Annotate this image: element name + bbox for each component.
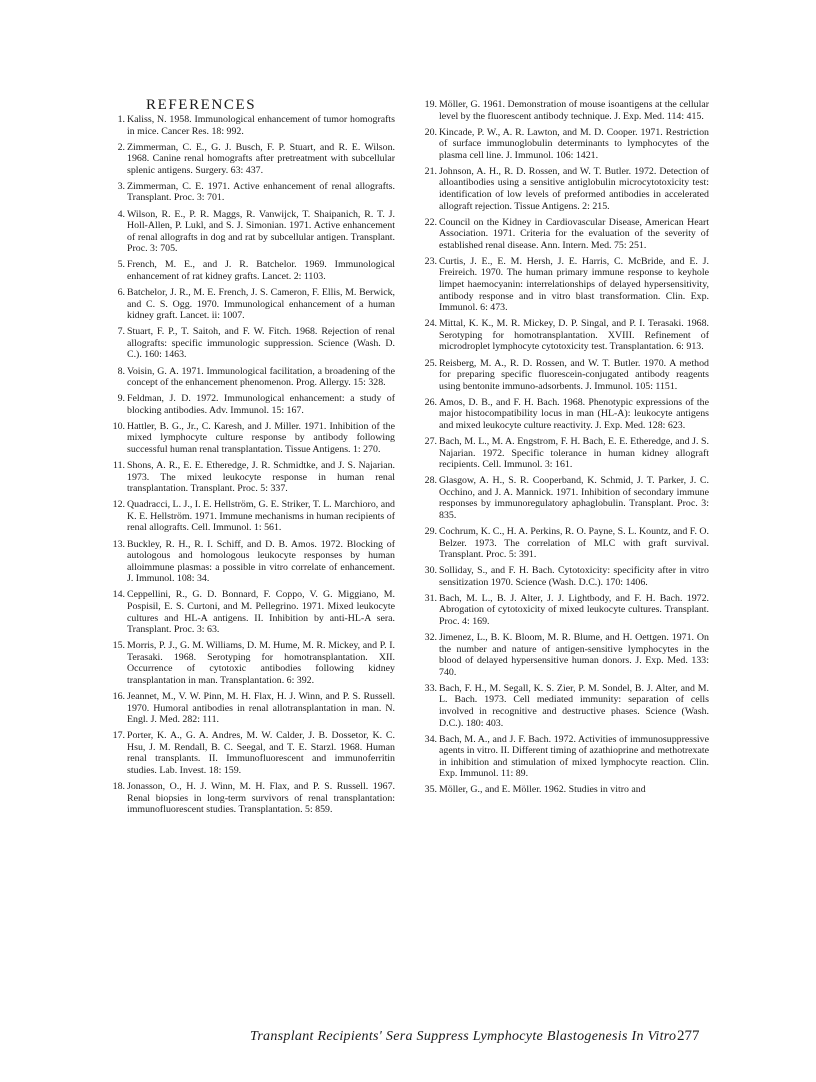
reference-number: 25. (424, 357, 437, 369)
reference-entry (113, 589, 395, 635)
reference-number: 30. (424, 565, 437, 577)
reference-number: 9. (117, 393, 125, 405)
reference-text: Bach, F. H., M. Segall, K. S. Zier, P. M. Sondel, B. J. Alter, and M. L. Bach. 1973. Cell mediated immunity: separation of cells involved in recognitive and destructive phases. Science (Wash. D.C.). 180: 403. (439, 682, 709, 729)
reference-entry (425, 734, 709, 780)
reference-number: 35. (424, 784, 437, 796)
references-heading: REFERENCES (146, 97, 257, 113)
reference-entry (425, 683, 709, 729)
reference-entry (425, 99, 709, 122)
reference-text: Jeannet, M., V. W. Pinn, M. H. Flax, H. J. Winn, and P. S. Russell. 1970. Humoral antibodies in renal allotransplantation in man. N. Engl. J. Med. 282: 111. (127, 690, 395, 726)
reference-number: 4. (117, 208, 125, 220)
reference-number: 10. (112, 420, 125, 432)
reference-entry (425, 565, 709, 588)
reference-text: Quadracci, L. J., I. E. Hellström, G. E. Striker, T. L. Marchioro, and K. E. Hellström. 1971. Immune mechanisms in human recipients of renal allografts. Cell. Immunol. 1: 561. (127, 499, 395, 534)
reference-text: Jimenez, L., B. K. Bloom, M. R. Blume, and H. Oettgen. 1971. On the number and nature of antigen-sensitive lymphocytes in the blood of delayed hypersensitive human donors. J. Exp. Med. 133: 740. (439, 632, 709, 678)
reference-entry (113, 326, 395, 361)
reference-text: Porter, K. A., G. A. Andres, M. W. Calder, J. B. Dossetor, K. C. Hsu, J. M. Rendall, B. C. Seegal, and T. E. Starzl. 1968. Human renal transplants. II. Immunofluorescent and immunoferritin studies. Lab. Invest. 18: 159. (127, 730, 395, 776)
reference-number: 20. (424, 126, 437, 138)
reference-number: 26. (424, 396, 437, 408)
reference-entry (113, 366, 395, 389)
reference-entry (113, 730, 395, 776)
reference-entry (425, 784, 709, 796)
reference-number: 16. (112, 690, 125, 702)
reference-entry (113, 259, 395, 282)
reference-number: 7. (117, 326, 125, 338)
reference-text: Batchelor, J. R., M. E. French, J. S. Cameron, F. Ellis, M. Berwick, and C. S. Ogg. 1970. Immunological enhancement of a human kidney graft. Lancet. ii: 1007. (127, 287, 395, 322)
reference-number: 23. (424, 255, 437, 267)
reference-entry (425, 318, 709, 353)
reference-text: Amos, D. B., and F. H. Bach. 1968. Phenotypic expressions of the major histocompatibility locus in man (HL-A): leukocyte antigens and mixed leukocyte culture reactivity. J. Exp. Med. 128: 623. (439, 396, 709, 431)
reference-text: Johnson, A. H., R. D. Rossen, and W. T. Butler. 1972. Detection of alloantibodies using a sensitive antiglobulin microcytotoxicity test: identification of low levels of preformed antibodies in accelerated allograft rejection. Tissue Antigens. 2: 215. (439, 165, 709, 212)
page-number: 277 (677, 1028, 700, 1044)
reference-text: Cochrum, K. C., H. A. Perkins, R. O. Payne, S. L. Kountz, and F. O. Belzer. 1973. The correlation of MLC with graft survival. Transplant. Proc. 5: 391. (439, 525, 709, 561)
reference-text: Glasgow, A. H., S. R. Cooperband, K. Schmid, J. T. Parker, J. C. Occhino, and J. A. Mannick. 1971. Inhibition of secondary immune responses by immunoregulatory aphaglobulin. Transplant. Proc. 3: 835. (439, 475, 709, 521)
reference-number: 19. (424, 99, 437, 110)
reference-entry (113, 181, 395, 204)
reference-number: 13. (112, 538, 125, 550)
reference-text: Shons, A. R., E. E. Etheredge, J. R. Schmidtke, and J. S. Najarian. 1973. The mixed leukocyte response in human renal transplantation. Transplant. Proc. 5: 337. (127, 460, 395, 495)
reference-text: Feldman, J. D. 1972. Immunological enhancement: a study of blocking antibodies. Adv. Immunol. 15: 167. (127, 393, 395, 416)
reference-entry (113, 142, 395, 177)
reference-number: 14. (112, 589, 125, 601)
reference-number: 22. (424, 216, 437, 228)
reference-entry (113, 114, 395, 137)
reference-number: 3. (117, 180, 125, 192)
reference-number: 24. (424, 318, 437, 330)
reference-text: Möller, G. 1961. Demonstration of mouse isoantigens at the cellular level by the fluorescent antibody technique. J. Exp. Med. 114: 415. (439, 99, 709, 122)
reference-number: 5. (117, 259, 125, 271)
reference-text: Solliday, S., and F. H. Bach. Cytotoxicity: specificity after in vitro sensitization 1970. Science (Wash. D.C.). 170: 1406. (439, 565, 709, 588)
reference-text: Mittal, K. K., M. R. Mickey, D. P. Singal, and P. I. Terasaki. 1968. Serotyping for homotransplantation. XVIII. Refinement of microdroplet lymphocyte cytotoxicity test. Transplantation. 6: 913. (439, 318, 709, 353)
reference-entry (113, 539, 395, 585)
reference-entry (425, 256, 709, 314)
reference-entry (113, 287, 395, 322)
reference-text: Bach, M. L., M. A. Engstrom, F. H. Bach, E. E. Etheredge, and J. S. Najarian. 1972. Specific tolerance in human kidney allograft recipients. Cell. Immunol. 3: 161. (439, 435, 709, 471)
reference-number: 15. (112, 640, 125, 652)
reference-entry (425, 166, 709, 212)
reference-text: Voisin, G. A. 1971. Immunological facilitation, a broadening of the concept of the enhancement phenomenon. Prog. Allergy. 15: 328. (127, 365, 395, 389)
right-column (425, 99, 709, 801)
reference-text: Bach, M. L., B. J. Alter, J. J. Lightbody, and F. H. Bach. 1972. Abrogation of cytotoxicity of mixed leukocyte cultures. Transplant. Proc. 4: 169. (439, 592, 709, 627)
reference-number: 17. (112, 730, 125, 742)
reference-text: French, M. E., and J. R. Batchelor. 1969. Immunological enhancement of rat kidney grafts. Lancet. 2: 1103. (127, 259, 395, 282)
reference-entry (113, 421, 395, 456)
reference-entry (425, 593, 709, 628)
reference-text: Kaliss, N. 1958. Immunological enhancement of tumor homografts in mice. Cancer Res. 18: 992. (127, 114, 395, 137)
reference-number: 33. (424, 682, 437, 694)
reference-number: 21. (424, 165, 437, 177)
reference-entry (113, 499, 395, 534)
reference-text: Kincade, P. W., A. R. Lawton, and M. D. Cooper. 1971. Restriction of surface immunoglobulin determinants to lymphocytes of the plasma cell line. J. Immunol. 106: 1421. (439, 126, 709, 161)
reference-number: 28. (424, 475, 437, 487)
reference-text: Bach, M. A., and J. F. Bach. 1972. Activities of immunosuppressive agents in vitro. II. Different timing of azathioprine and methotrexate in inhibition and stimulation of mixed lymphocyte reaction. Clin. Exp. Immunol. 11: 89. (439, 733, 709, 780)
reference-text: Reisberg, M. A., R. D. Rossen, and W. T. Butler. 1970. A method for preparing specific fluorescein-conjugated antibody reagents using bentonite immuno-adsorbents. J. Immunol. 105: 1151. (439, 357, 709, 392)
reference-number: 29. (424, 525, 437, 537)
reference-entry (425, 436, 709, 471)
reference-entry (425, 358, 709, 393)
reference-text: Zimmerman, C. E., G. J. Busch, F. P. Stuart, and R. E. Wilson. 1968. Canine renal homografts after pretreatment with subcellular splenic antigens. Surgery. 63: 437. (127, 141, 395, 176)
reference-number: 27. (424, 435, 437, 447)
reference-entry (113, 393, 395, 416)
reference-text: Curtis, J. E., E. M. Hersh, J. E. Harris, C. McBride, and E. J. Freireich. 1970. The human primary immune response to keyhole limpet haemocyanin: interrelationships of delayed hypersensitivity, antibody response and in vitro blast transformation. Clin. Exp. Immunol. 6: 473. (439, 255, 709, 314)
reference-text: Hattler, B. G., Jr., C. Karesh, and J. Miller. 1971. Inhibition of the mixed lymphocyte culture response by antibody following successful human renal transplantation. Tissue Antigens. 1: 270. (127, 420, 395, 456)
reference-text: Zimmerman, C. E. 1971. Active enhancement of renal allografts. Transplant. Proc. 3: 701. (127, 180, 395, 204)
reference-text: Ceppellini, R., G. D. Bonnard, F. Coppo, V. G. Miggiano, M. Pospisil, E. S. Curtoni, and M. Pellegrino. 1971. Mixed leukocyte cultures and HL-A antigens. II. Inhibition by anti-HL-A sera. Transplant. Proc. 3: 63. (127, 589, 395, 636)
reference-text: Morris, P. J., G. M. Williams, D. M. Hume, M. R. Mickey, and P. I. Terasaki. 1968. Serotyping for homotransplantation. XII. Occurrence of cytotoxic antibodies following kidney transplantation in man. Transplantation. 6: 392. (127, 640, 395, 686)
reference-entry (425, 217, 709, 252)
reference-entry (113, 460, 395, 495)
reference-entry (425, 632, 709, 678)
reference-number: 2. (117, 141, 125, 153)
reference-entry (425, 127, 709, 162)
reference-entry (425, 475, 709, 521)
reference-text: Wilson, R. E., P. R. Maggs, R. Vanwijck, T. Shaipanich, R. T. J. Holl-Allen, P. Lukl, and S. J. Simonian. 1971. Active enhancement of renal allografts in dog and rat by subcellular antigen. Transplant. Proc. 3: 705. (127, 208, 395, 255)
reference-text: Jonasson, O., H. J. Winn, M. H. Flax, and P. S. Russell. 1967. Renal biopsies in long-term survivors of renal transplantation: immunofluorescent studies. Transplantation. 5: 859. (127, 780, 395, 816)
reference-entry (113, 691, 395, 726)
reference-text: Buckley, R. H., R. I. Schiff, and D. B. Amos. 1972. Blocking of autologous and homologous leukocyte responses by human alloimmune plasmas: a possible in vitro correlate of enhancement. J. Immunol. 108: 34. (127, 538, 395, 585)
reference-number: 34. (424, 733, 437, 745)
reference-number: 11. (113, 460, 125, 472)
reference-number: 8. (117, 365, 125, 377)
reference-text: Stuart, F. P., T. Saitoh, and F. W. Fitch. 1968. Rejection of renal allografts: specific immunologic suppression. Science (Wash. D. C.). 160: 1463. (127, 326, 395, 361)
left-column (113, 114, 395, 820)
reference-entry (113, 781, 395, 816)
reference-number: 12. (112, 499, 125, 511)
reference-number: 18. (112, 780, 125, 792)
reference-number: 6. (117, 287, 125, 299)
reference-entry (113, 209, 395, 255)
reference-entry (113, 640, 395, 686)
reference-entry (425, 397, 709, 432)
reference-number: 31. (424, 592, 437, 604)
reference-text: Möller, G., and E. Möller. 1962. Studies in vitro and (439, 784, 646, 796)
running-footer-title: Transplant Recipients' Sera Suppress Lymphocyte Blastogenesis In Vitro (250, 1029, 677, 1044)
reference-number: 1. (117, 114, 125, 125)
reference-text: Council on the Kidney in Cardiovascular Disease, American Heart Association. 1971. Criteria for the evaluation of the severity of established renal disease. Ann. Intern. Med. 75: 251. (439, 216, 709, 251)
reference-number: 32. (424, 632, 437, 644)
reference-entry (425, 526, 709, 561)
